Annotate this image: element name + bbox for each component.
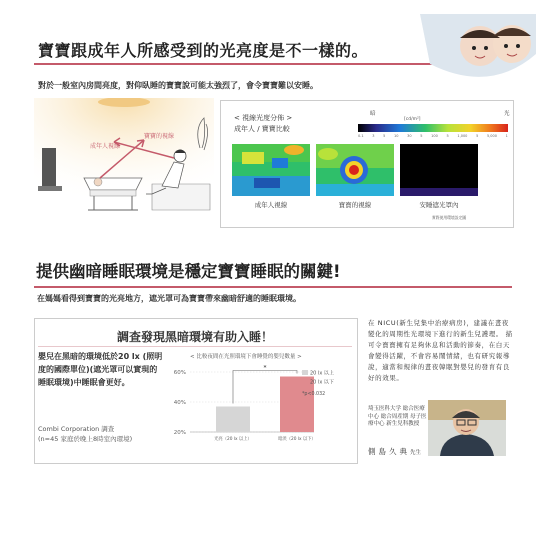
room-illustration (34, 98, 214, 218)
scale-value: 10 (394, 134, 399, 138)
x-tick-label: 光亮（20 lx 以上） (214, 437, 252, 442)
caption-baby: 寶寶的視線 (338, 201, 372, 209)
baby-view-heatmap (316, 144, 394, 196)
bar (216, 407, 250, 433)
chart-title: < 比較夜間在光照環境下會睡覺的嬰兒數量 > (190, 354, 302, 360)
scale-values (358, 134, 508, 138)
significance-star: * (263, 364, 267, 372)
panel1-credit: 實際使用環境設定圖 (432, 215, 467, 220)
section1-title: 寶寶跟成年人所感受到的光亮度是不一樣的。 (38, 41, 369, 60)
scale-value: 5 (420, 134, 423, 138)
legend-label: 20 lx 以上 (310, 370, 334, 377)
y-tick-label: 40% (173, 400, 186, 406)
scale-value: 0.1 (358, 134, 364, 138)
survey-title: 調查發現黑暗環境有助入睡！ (116, 330, 273, 344)
sleep-bar-chart (164, 362, 354, 462)
scale-value: 100 (431, 134, 438, 138)
scale-value: 5 (476, 134, 479, 138)
scale-value: 5 (446, 134, 449, 138)
caption-canopy: 安睡遮光罩內 (419, 201, 459, 209)
baby-mobile-logo (420, 14, 536, 84)
title-underline (34, 286, 512, 288)
survey-credit-line2: (n=45 家庭於晚上8時室內環境) (38, 435, 133, 443)
luminance-scale-bar (358, 124, 508, 132)
y-tick-label: 20% (173, 430, 186, 436)
unit-label: [cd/m²] (404, 117, 421, 122)
baby-view-label: 寶寶的視線 (144, 133, 175, 140)
scale-value: 5 (383, 134, 386, 138)
scale-value: 1,000 (457, 134, 468, 138)
light-label: 光 (504, 111, 510, 117)
x-tick-label: 暗淡（20 lx 以下） (278, 437, 316, 442)
doctor-affiliation: 埼玉医科大学 総合医療中心 総合周産期 母子医療中心 新生兒科教授 (368, 406, 427, 428)
title-underline (34, 63, 479, 65)
scale-value: 5,000 (486, 134, 497, 138)
adult-view-heatmap (232, 144, 310, 196)
doctor-name (368, 446, 421, 457)
adult-view-label: 成年人視線 (90, 143, 121, 150)
section1-subtitle: 對於一般室內房間亮度，對仰臥睡的寶寶說可能太強烈了，會令寶寶難以安睡。 (38, 81, 318, 90)
doctor-photo (428, 400, 506, 456)
bar (280, 377, 314, 433)
survey-divider (38, 346, 352, 347)
doctor-name-text: 側島久典 (368, 447, 410, 456)
doctor-title-suffix: 先生 (410, 450, 422, 456)
legend-swatch (302, 370, 308, 375)
survey-body: 嬰兒在黑暗的環境低於20 lx (照明度的國際單位)(遮光罩可以實現的睡眠環境)中睡眠會更好。 (38, 352, 163, 387)
scale-value: 30 (407, 134, 412, 138)
survey-credit-line1: Combi Corporation 調查 (38, 425, 115, 433)
caption-adult: 成年人視線 (254, 201, 288, 209)
doctor-statement: 在 NICU(新生兒集中治療病房)，建議在晝夜變化的周期性光環境下進行的新生兒護理。 描可令寶寶擁有足夠休息和活動的節奏，在白天會變得活躍，不會容易鬧情緒，也有研究報導說，適當和規律的晝夜韓眠對嬰兒的發育有良好的效果。 (368, 319, 513, 382)
y-tick-label: 60% (173, 370, 186, 376)
scale-value: 3 (372, 134, 375, 138)
p-value-note: *p<0.032 (302, 392, 326, 397)
section2-title: 提供幽暗睡眠環境是穩定寶寶睡眠的關鍵! (36, 262, 341, 281)
dark-label: 暗 (370, 111, 376, 117)
survey-credit (38, 424, 132, 444)
canopy-view-heatmap (400, 144, 478, 196)
panel1-heading: < 視線光度分佈 > (234, 114, 293, 122)
scale-value: 1 (505, 134, 508, 138)
legend-label: 20 lx 以下 (310, 379, 334, 386)
legend-swatch (302, 379, 308, 384)
section2-subtitle: 在媽媽看得到寶寶的光亮地方，遮光罩可為寶寶帶來幽暗舒適的睡眠環境。 (37, 294, 301, 303)
panel1-subheading: 成年人 / 寶寶比較 (234, 125, 290, 133)
